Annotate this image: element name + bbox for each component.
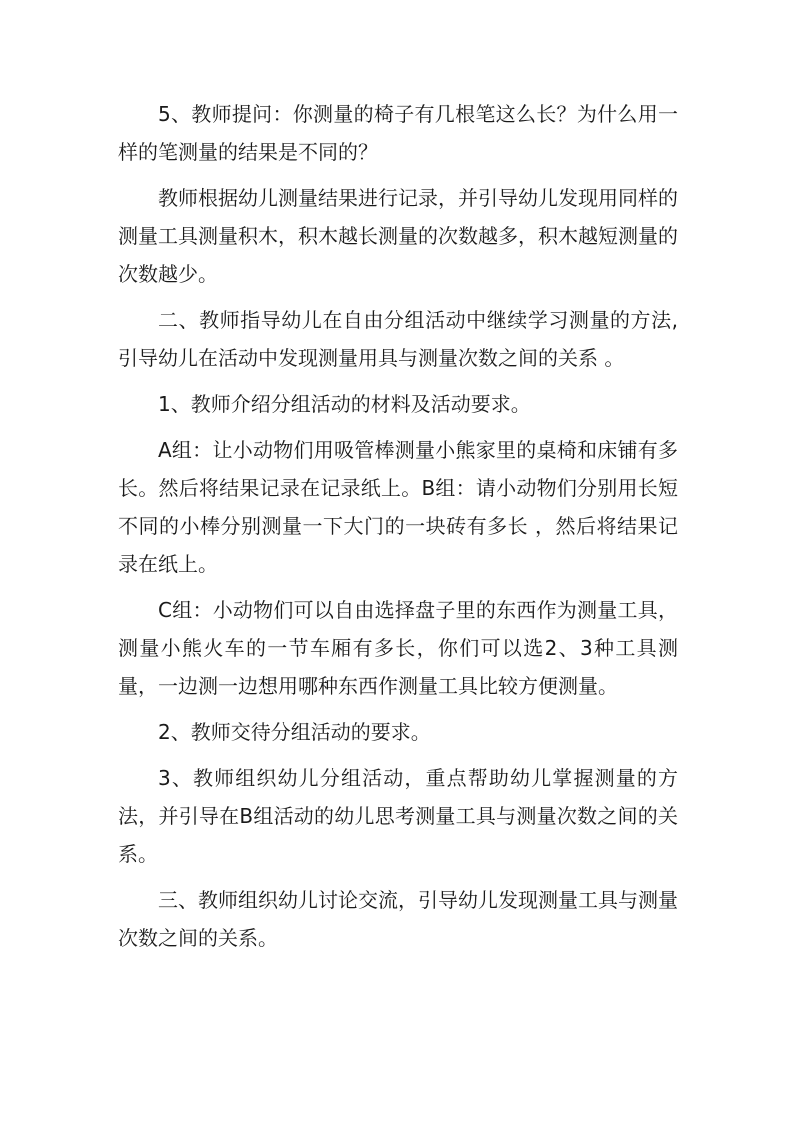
paragraph-section-2: 二、教师指导幼儿在自由分组活动中继续学习测量的方法,引导幼儿在活动中发现测量用具与测量次数之间的关系 。 xyxy=(118,308,678,370)
paragraph-section-3: 三、教师组织幼儿讨论交流，引导幼儿发现测量工具与测量次数之间的关系。 xyxy=(118,888,678,950)
paragraph-group-c: C组：小动物们可以自由选择盘子里的东西作为测量工具，测量小熊火车的一节车厢有多长，你们可以选2、3种工具测量，一边测一边想用哪种东西作测量工具比较方便测量。 xyxy=(118,598,678,698)
paragraph-question-5: 5、教师提问：你测量的椅子有几根笔这么长？为什么用一样的笔测量的结果是不同的？ xyxy=(118,102,678,164)
paragraph-group-a-b: A组：让小动物们用吸管棒测量小熊家里的桌椅和床铺有多长。然后将结果记录在记录纸上。B组：请小动物们分别用长短不同的小棒分别测量一下大门的一块砖有多长 ，然后将结果记录在纸上。 xyxy=(118,438,678,576)
paragraph-step-3: 3、教师组织幼儿分组活动，重点帮助幼儿掌握测量的方法，并引导在B组活动的幼儿思考测量工具与测量次数之间的关系。 xyxy=(118,766,678,866)
document-body xyxy=(118,95,678,965)
paragraph-step-1: 1、教师介绍分组活动的材料及活动要求。 xyxy=(158,392,531,416)
paragraph-step-2: 2、教师交待分组活动的要求。 xyxy=(158,720,431,744)
paragraph-teacher-record: 教师根据幼儿测量结果进行记录，并引导幼儿发现用同样的测量工具测量积木，积木越长测量的次数越多，积木越短测量的次数越少。 xyxy=(118,186,678,286)
